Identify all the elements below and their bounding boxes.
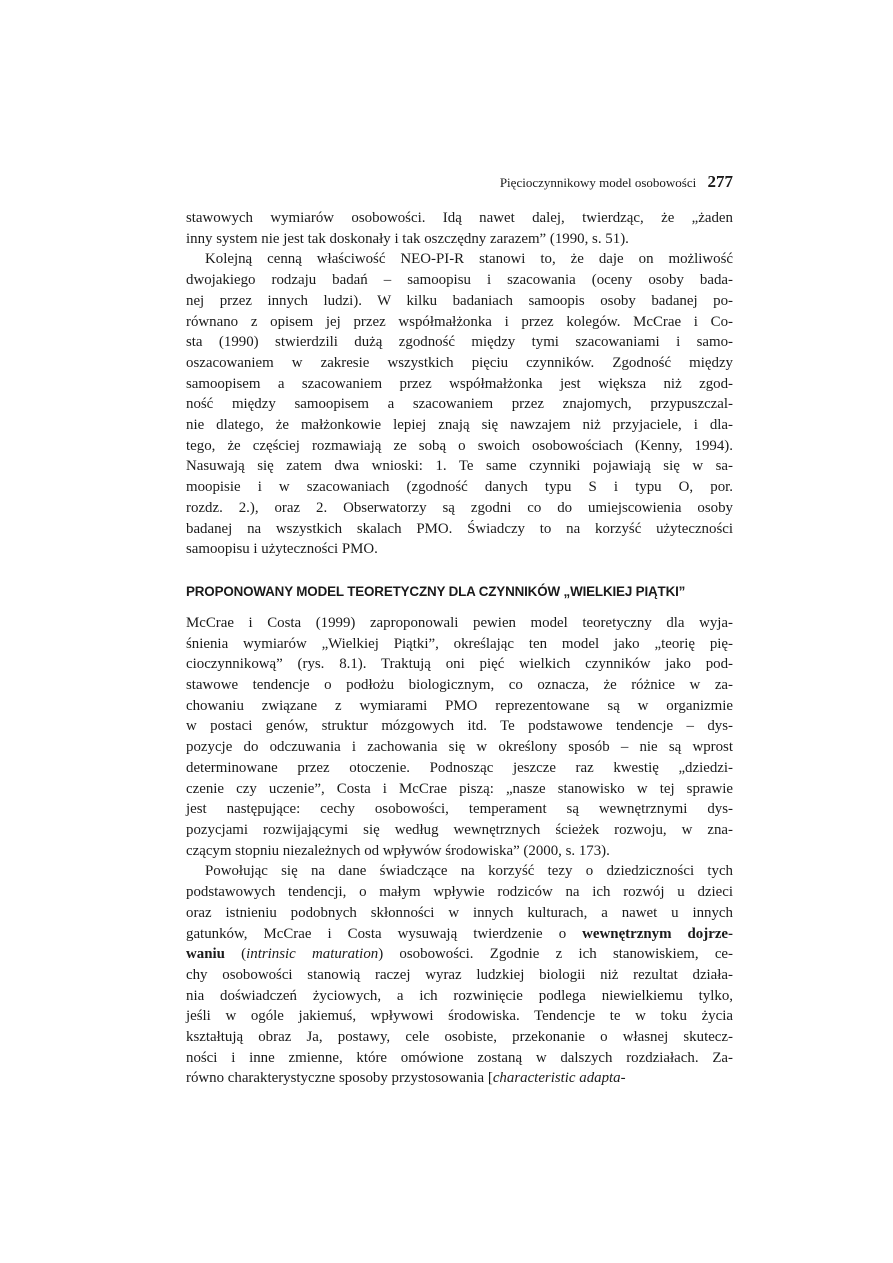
text-line <box>186 374 733 395</box>
text-run: oraz istnieniu podobnych skłonności w innych kulturach, a nawet u innych <box>186 904 733 921</box>
running-head <box>186 170 733 194</box>
text-run: McCrae i Costa (1999) zaproponowali pewien model teoretyczny dla wyja- <box>186 614 733 631</box>
text-line <box>186 986 733 1007</box>
text-line <box>186 332 733 353</box>
text-line <box>186 353 733 374</box>
text-line <box>186 456 733 477</box>
text-run: cioczynnikową” (rys. 8.1). Traktują oni pięć wielkich czynników jako pod- <box>186 656 733 673</box>
text-run: ność między samoopisem a szacowaniem przez znajomych, przypuszczal- <box>186 396 733 413</box>
section-heading: PROPONOWANY MODEL TEORETYCZNY DLA CZYNNIKÓW „WIELKIEJ PIĄTKI” <box>186 583 686 599</box>
text-line <box>186 1068 733 1089</box>
text-run: śnienia wymiarów „Wielkiej Piątki”, określając ten model jako „teorię pię- <box>186 635 733 652</box>
text-line <box>186 799 733 820</box>
text-line <box>186 312 733 333</box>
text-run: stawowych wymiarów osobowości. Idą nawet dalej, twierdząc, że „żaden <box>186 210 733 226</box>
text-run: dwojakiego rodzaju badań – samoopisu i szacowania (oceny osoby bada- <box>186 272 733 289</box>
text-line <box>186 1048 733 1069</box>
body-text-after-heading <box>186 613 733 1089</box>
text-run: rozdz. 2.), oraz 2. Obserwatorzy są zgodni co do umiejscowienia osoby <box>186 499 733 516</box>
text-line <box>186 539 733 560</box>
text-line <box>186 519 733 540</box>
text-run: samoopisu i użyteczności PMO. <box>186 541 378 558</box>
text-line <box>186 1006 733 1027</box>
text-run: inny system nie jest tak doskonały i tak oszczędny zarazem” (1990, s. 51). <box>186 230 629 247</box>
text-run: Kolejną cenną właściwość NEO-PI-R stanowi to, że daje on możliwość <box>205 251 733 268</box>
text-line <box>186 634 733 655</box>
text-line <box>186 415 733 436</box>
paragraph <box>186 249 733 560</box>
text-run: characteristic adapta- <box>492 1070 626 1087</box>
page-number: 277 <box>707 172 733 191</box>
text-line <box>186 291 733 312</box>
text-run: oszacowaniem w zakresie wszystkich pięciu czynników. Zgodność między <box>186 354 733 371</box>
text-run: ) osobowości. Zgodnie z ich stanowiskiem, ce- <box>378 946 733 963</box>
text-run: czącym stopniu niezależnych od wpływów środowiska” (2000, s. 173). <box>186 842 610 859</box>
text-run: Powołując się na dane świadczące na korzyść tezy o dziedziczności tych <box>205 863 733 880</box>
text-run: nie dlatego, że małżonkowie lepiej znają się nawzajem niż przyjaciele, i dla- <box>186 417 733 434</box>
text-line <box>186 654 733 675</box>
text-run: jest następujące: cechy osobowości, temperament są wewnętrznymi dys- <box>186 801 733 818</box>
text-line <box>186 498 733 519</box>
text-run: nia doświadczeń życiowych, a ich rozwinięcie podlega niewielkiemu tylko, <box>186 987 733 1004</box>
text-line <box>186 882 733 903</box>
text-line <box>186 613 733 634</box>
text-run: waniu <box>186 946 225 963</box>
text-run: intrinsic maturation <box>246 946 379 963</box>
text-line <box>186 229 733 250</box>
running-title: Pięcioczynnikowy model osobowości <box>499 175 697 190</box>
text-run: chy osobowości stanowią raczej wyraz ludzkiej biologii niż rezultat działa- <box>186 966 733 983</box>
text-line <box>186 208 733 229</box>
text-line <box>186 820 733 841</box>
book-page <box>186 170 733 1089</box>
paragraph <box>186 861 733 1089</box>
text-line <box>186 477 733 498</box>
text-line <box>186 861 733 882</box>
body-text-before-heading <box>186 208 733 560</box>
text-line <box>186 696 733 717</box>
paragraph <box>186 613 733 861</box>
text-line <box>186 758 733 779</box>
text-run: samoopisem a szacowaniem przez współmałżonka jest większa niż zgod- <box>186 375 733 392</box>
text-line <box>186 737 733 758</box>
text-run: czenie czy uczenie”, Costa i McCrae piszą: „nasze stanowisko w tej sprawie <box>186 780 733 797</box>
text-line <box>186 716 733 737</box>
text-run: moopisie i w szacowaniach (zgodność danych typu S i typu O, por. <box>186 479 733 496</box>
text-run: w postaci genów, struktur mózgowych itd. Te podstawowe tendencje – dys- <box>186 718 733 735</box>
text-run: ności i inne zmienne, które omówione zostaną w dalszych rozdziałach. Za- <box>186 1049 733 1066</box>
text-run: chowaniu związane z wymiarami PMO reprezentowane są w organizmie <box>186 697 733 714</box>
text-line <box>186 965 733 986</box>
text-run: stawowe tendencje o podłożu biologicznym, co oznacza, że różnice w za- <box>186 677 733 694</box>
text-run: determinowane przez otoczenie. Podnosząc jeszcze raz kwestię „dziedzi- <box>186 759 733 776</box>
text-run: wewnętrznym dojrze- <box>582 925 733 942</box>
text-line <box>186 249 733 270</box>
text-line <box>186 675 733 696</box>
text-run: podstawowych tendencji, o małym wpływie rodziców na ich rozwój u dzieci <box>186 884 733 901</box>
text-line <box>186 270 733 291</box>
text-run: ( <box>224 946 247 963</box>
text-run: gatunków, McCrae i Costa wysuwają twierdzenie o <box>186 925 583 942</box>
text-run: nej przez innych ludzi). W kilku badaniach samoopis osoby badanej po- <box>186 292 733 309</box>
text-line <box>186 436 733 457</box>
text-line <box>186 924 733 945</box>
text-line <box>186 1027 733 1048</box>
text-run: Nasuwają się zatem dwa wnioski: 1. Te same czynniki pojawiają się w sa- <box>186 458 733 475</box>
text-run: badanej na wszystkich skalach PMO. Świadczy to na korzyść użyteczności <box>186 520 733 537</box>
text-run: pozycje do odczuwania i zachowania się w określony sposób – nie są wprost <box>186 739 733 756</box>
paragraph <box>186 208 733 249</box>
text-line <box>186 903 733 924</box>
text-line <box>186 841 733 862</box>
text-line <box>186 779 733 800</box>
text-run: równano z opisem jej przez współmałżonka i przez kolegów. McCrae i Co- <box>186 313 733 330</box>
text-run: równo charakterystyczne sposoby przystosowania [ <box>186 1070 493 1087</box>
text-line <box>186 394 733 415</box>
text-run: tego, że częściej rozmawiają ze sobą o swoich osobowościach (Kenny, 1994). <box>186 437 733 454</box>
text-line <box>186 944 733 965</box>
text-run: pozycjami rozwijającymi się według wewnętrznych ścieżek rozwoju, w zna- <box>186 821 733 838</box>
text-run: sta (1990) stwierdzili dużą zgodność między tymi szacowaniami i samo- <box>186 334 733 351</box>
text-run: jeśli w ogóle jakiemuś, wpływowi środowiska. Tendencje te w toku życia <box>186 1008 733 1025</box>
text-run: kształtują obraz Ja, postawy, cele osobiste, przekonanie o własnej skutecz- <box>186 1029 733 1046</box>
